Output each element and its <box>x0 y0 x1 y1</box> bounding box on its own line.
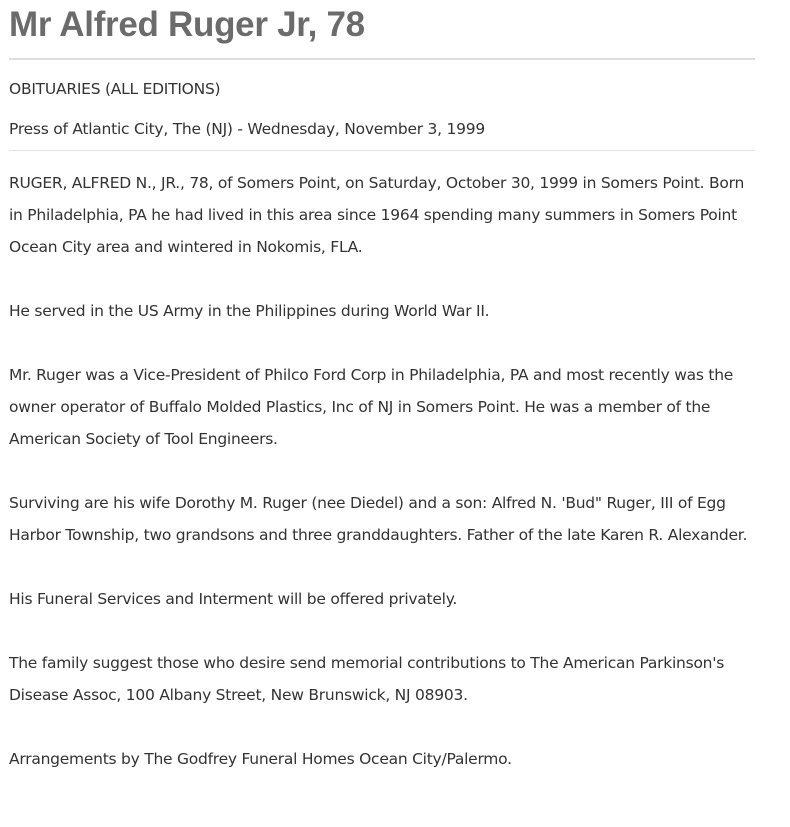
paragraph-arrangements: Arrangements by The Godfrey Funeral Homes Ocean City/Palermo. <box>9 750 512 768</box>
section-label: OBITUARIES (ALL EDITIONS) <box>9 80 221 98</box>
publication-source: Press of Atlantic City, The (NJ) - Wednesday, November 3, 1999 <box>9 120 485 138</box>
paragraph-death-notice: RUGER, ALFRED N., JR., 78, of Somers Point, on Saturday, October 30, 1999 in Somers Point. Born in Philadelphia, PA he had lived in this area since 1964 spending many summers in Somers Point Ocean City area and wintered in Nokomis, FLA. <box>9 174 745 256</box>
header-divider <box>9 150 755 151</box>
title-divider <box>9 58 755 60</box>
obituary-article <box>9 0 755 775</box>
paragraph-services: His Funeral Services and Interment will be offered privately. <box>9 590 458 608</box>
article-body <box>9 167 755 775</box>
page-title: Mr Alfred Ruger Jr, 78 <box>9 5 365 44</box>
paragraph-military-service: He served in the US Army in the Philippines during World War II. <box>9 302 490 320</box>
paragraph-contributions: The family suggest those who desire send memorial contributions to The American Parkinson's Disease Assoc, 100 Albany Street, New Brunswick, NJ 08903. <box>9 654 725 704</box>
paragraph-career: Mr. Ruger was a Vice-President of Philco Ford Corp in Philadelphia, PA and most recently was the owner operator of Buffalo Molded Plastics, Inc of NJ in Somers Point. He was a member of the American Society of Tool Engineers. <box>9 366 734 448</box>
paragraph-survivors: Surviving are his wife Dorothy M. Ruger (nee Diedel) and a son: Alfred N. 'Bud" Ruger, III of Egg Harbor Township, two grandsons and three granddaughters. Father of the late Karen R. Alexander. <box>9 494 748 544</box>
